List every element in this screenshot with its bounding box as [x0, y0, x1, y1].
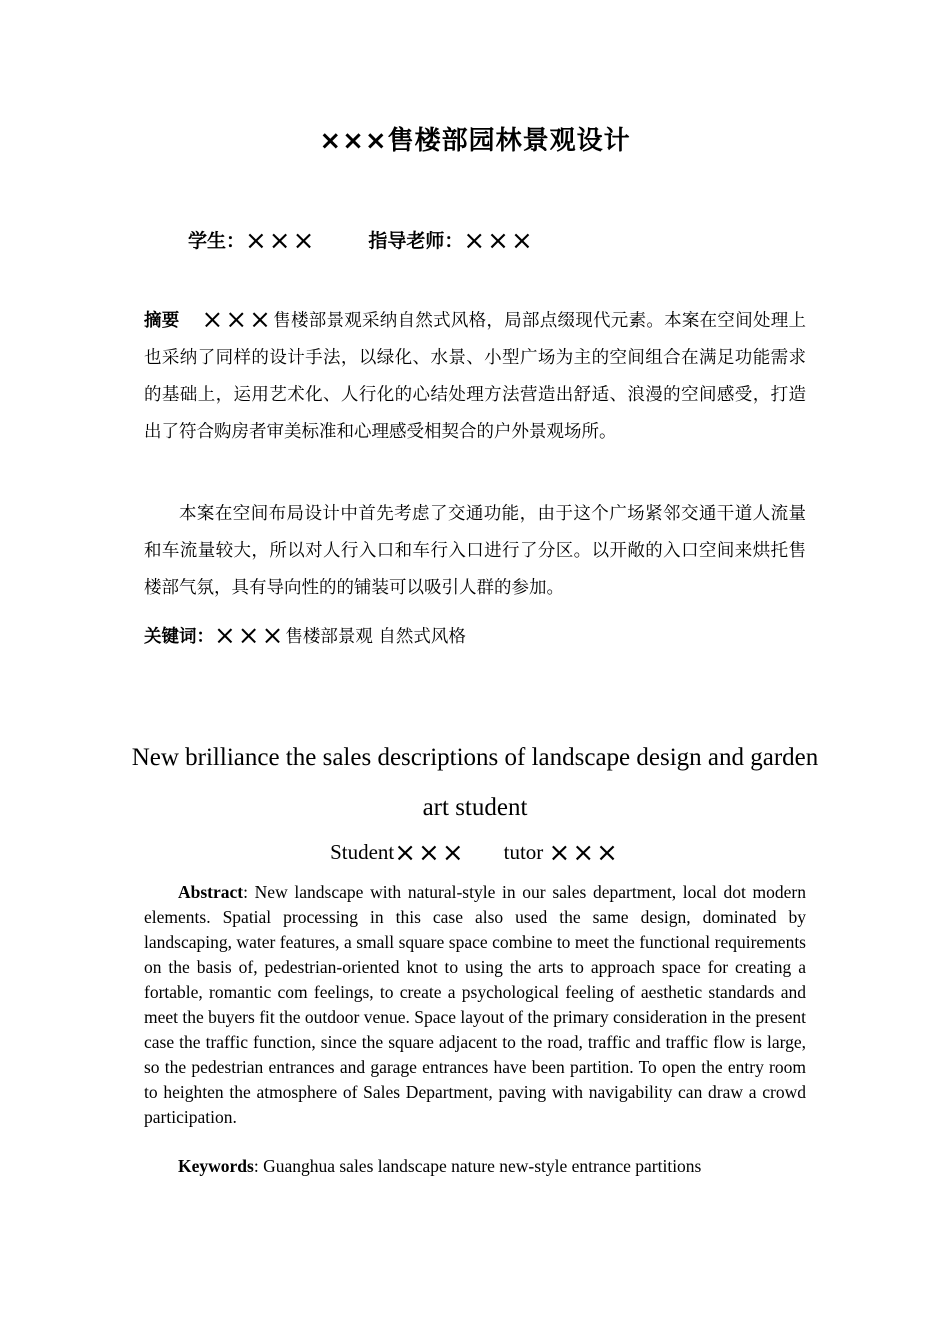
en-abstract-label: Abstract — [178, 882, 244, 902]
student-label: 学生： — [188, 230, 246, 252]
chinese-author-line — [188, 226, 535, 256]
keywords-label: 关键词： — [144, 627, 214, 647]
abstract-xxx: ××× — [201, 305, 273, 335]
chinese-abstract-paragraph-1 — [144, 302, 806, 451]
english-keywords — [178, 1154, 701, 1179]
en-keywords-text: : Guanghua sales landscape nature new-style entrance partitions — [253, 1156, 702, 1176]
english-title: New brilliance the sales descriptions of landscape design and garden art student — [131, 744, 819, 821]
advisor-label: 指导老师： — [368, 230, 464, 252]
en-keywords-label: Keywords — [178, 1156, 254, 1176]
en-student-name: ××× — [394, 838, 466, 868]
abstract-text-1: 售楼部景观采纳自然式风格，局部点缀现代元素。本案在空间处理上也采纳了同样的设计手法，以绿化、水景、小型广场为主的空间组合在满足功能需求的基础上，运用艺术化、人行化的心结处理方法营造出舒适、浪漫的空间感受，打造出了符合购房者审美标准和心理感受相契合的户外景观场所。 — [144, 311, 807, 442]
keywords-xxx: ××× — [214, 621, 286, 651]
advisor-name: ××× — [463, 226, 535, 256]
en-tutor-name: ××× — [548, 838, 620, 868]
chinese-title: ×××售楼部园林景观设计 — [319, 126, 631, 156]
keywords-text: 售楼部景观 自然式风格 — [285, 627, 466, 647]
chinese-abstract-paragraph-2: 本案在空间布局设计中首先考虑了交通功能，由于这个广场紧邻交通干道人流量和车流量较大，所以对人行入口和车行入口进行了分区。以开敞的入口空间来烘托售楼部气氛，具有导向性的的铺装可以吸引人群的参加。 — [144, 504, 806, 598]
en-abstract-text: : New landscape with natural-style in our sales department, local dot modern elements. Spatial processing in this case also used the same design, dominated by landscaping, water features, a small square space combine to meet the functional requirements on the basis of, pedestrian-oriented knot to using the arts to approach space for creating a fortable, romantic com feelings, to create a psychological feeling of aesthetic standards and meet the buyers fit the outdoor venue. Space layout of the primary consideration in the present case the traffic function, since the square adjacent to the road, traffic and traffic flow is large, so the pedestrian entrances and garage entrances have been partition. To open the entry room to heighten the atmosphere of Sales Department, paving with navigability can draw a crowd participation. — [144, 882, 806, 1127]
english-abstract — [144, 880, 806, 1130]
abstract-label: 摘要 — [144, 311, 180, 331]
english-author-line — [0, 838, 950, 868]
chinese-keywords — [144, 618, 806, 656]
en-student-label: Student — [330, 840, 395, 864]
en-tutor-label: tutor — [503, 840, 544, 864]
student-name: ××× — [245, 226, 317, 256]
